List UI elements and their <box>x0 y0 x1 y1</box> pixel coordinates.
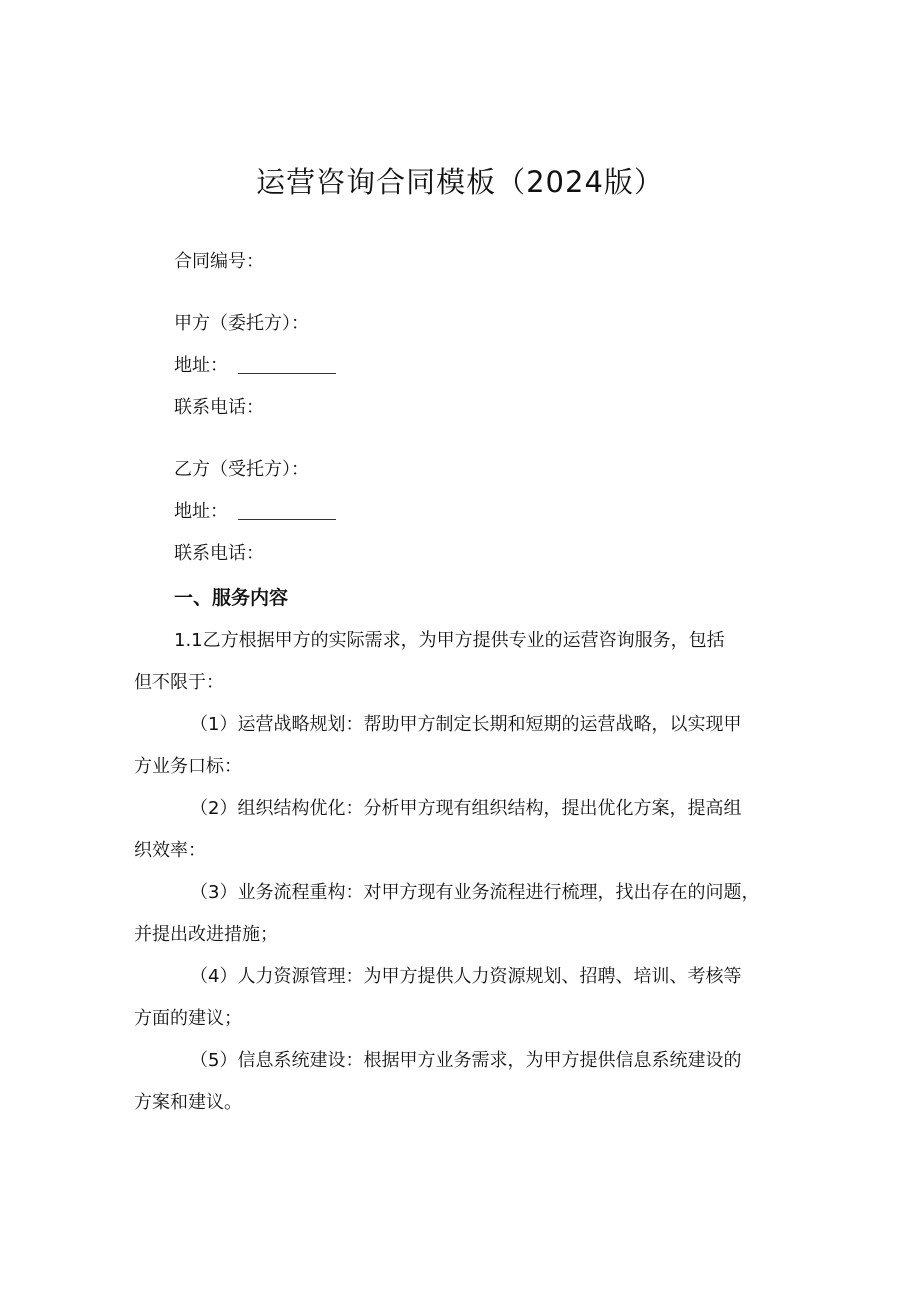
service-item-1-line-2: 方业务口标： <box>134 756 242 777</box>
service-item-5-line-1: （5）信息系统建设：根据甲方业务需求，为甲方提供信息系统建设的 <box>190 1050 742 1071</box>
service-item-5 <box>134 1040 794 1124</box>
service-item-1-line-1: （1）运营战略规划：帮助甲方制定长期和短期的运营战略，以实现甲 <box>190 714 742 735</box>
party-a-address-blank <box>238 359 336 374</box>
service-item-2-line-1: （2）组织结构优化：分析甲方现有组织结构，提出优化方案，提高组 <box>190 798 742 819</box>
service-item-4-line-1: （4）人力资源管理：为甲方提供人力资源规划、招聘、培训、考核等 <box>190 966 742 987</box>
clause-1-1-line-2: 但不限于： <box>134 672 224 693</box>
service-item-3-line-2: 并提出改进措施； <box>134 924 278 945</box>
service-item-1 <box>134 704 794 788</box>
contract-number-label: 合同编号： <box>174 251 264 272</box>
service-item-3 <box>134 872 794 956</box>
service-item-5-line-2: 方案和建议。 <box>134 1092 242 1113</box>
party-b-address-blank <box>238 505 336 520</box>
service-item-4 <box>134 956 794 1040</box>
clause-1-1 <box>134 620 794 704</box>
service-item-2-line-2: 织效率： <box>134 840 206 861</box>
party-a-label: 甲方（委托方）： <box>174 313 309 334</box>
party-a-phone-label: 联系电话： <box>174 397 264 418</box>
party-b-label: 乙方（受托方）： <box>174 459 309 480</box>
service-item-3-line-1: （3）业务流程重构：对甲方现有业务流程进行梳理，找出存在的问题， <box>190 882 760 903</box>
party-b-address-row <box>174 498 336 526</box>
document-title: 运营咨询合同模板（2024版） <box>256 165 664 199</box>
section-1-heading: 一、服务内容 <box>174 587 289 609</box>
party-a-address-row <box>174 352 336 380</box>
clause-1-1-line-1: 1.1乙方根据甲方的实际需求，为甲方提供专业的运营咨询服务，包括 <box>174 630 725 651</box>
service-item-2 <box>134 788 794 872</box>
party-a-address-label: 地址： <box>174 355 228 376</box>
party-b-phone-label: 联系电话： <box>174 543 264 564</box>
service-item-4-line-2: 方面的建议； <box>134 1008 242 1029</box>
party-b-address-label: 地址： <box>174 501 228 522</box>
